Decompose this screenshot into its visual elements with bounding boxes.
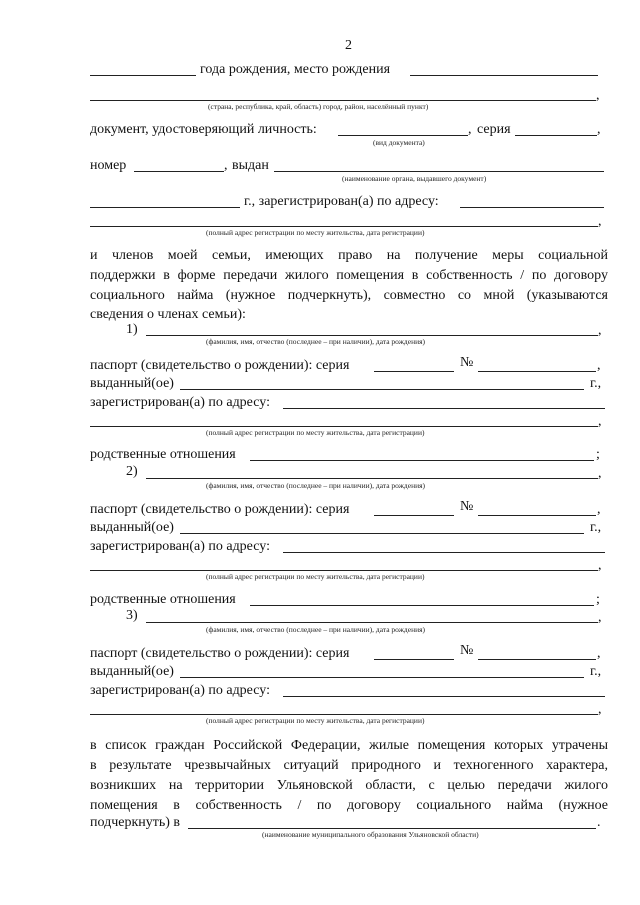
member-3-name-field[interactable] bbox=[146, 622, 598, 623]
comma: , bbox=[598, 610, 602, 625]
member-1-reg-hint: (полный адрес регистрации по месту жительства, дата регистрации) bbox=[206, 428, 425, 437]
member-2-passport-label: паспорт (свидетельство о рождении): серия bbox=[90, 502, 350, 517]
birth-label: года рождения, место рождения bbox=[200, 62, 391, 77]
issue-date-field[interactable] bbox=[90, 207, 240, 208]
list-para-end: подчеркнуть) в bbox=[90, 815, 181, 830]
member-1-hint: (фамилия, имя, отчество (последнее – при наличии), дата рождения) bbox=[206, 337, 426, 346]
issued-label: выдан bbox=[232, 158, 269, 173]
member-1-address-field[interactable] bbox=[283, 408, 605, 409]
family-para-line-1: и членов моей семьи, имеющих право на получение меры социальной bbox=[90, 248, 608, 263]
hint-doc-type: (вид документа) bbox=[373, 138, 425, 147]
member-3-issued-field[interactable] bbox=[180, 677, 584, 678]
semicolon: ; bbox=[596, 592, 600, 607]
comma: , bbox=[598, 702, 602, 717]
list-para-line-4: помещения в собственность / по договору социального найма (нужное bbox=[90, 798, 608, 813]
list-para-line-2: в результате чрезвычайных ситуаций природного и техногенного характера, bbox=[90, 758, 608, 773]
semicolon: ; bbox=[596, 447, 600, 462]
hint-municipality: (наименование муниципального образования Ульяновской области) bbox=[262, 830, 479, 839]
hint-birthplace: (страна, республика, край, область) город, район, населённый пункт) bbox=[208, 102, 429, 111]
year-suffix: г., bbox=[590, 520, 602, 535]
member-2-issued-field[interactable] bbox=[180, 533, 584, 534]
page-number: 2 bbox=[345, 38, 352, 53]
doc-label: документ, удостоверяющий личность: bbox=[90, 122, 317, 137]
member-2-passport-series-field[interactable] bbox=[374, 515, 454, 516]
doc-number-field[interactable] bbox=[134, 171, 224, 172]
comma: , bbox=[598, 214, 602, 229]
member-1-issued-field[interactable] bbox=[180, 389, 584, 390]
comma: , bbox=[597, 502, 601, 517]
member-1-name-field[interactable] bbox=[146, 335, 598, 336]
member-3-passport-label: паспорт (свидетельство о рождении): серия bbox=[90, 646, 350, 661]
member-3-address-field[interactable] bbox=[283, 696, 605, 697]
member-2-relation-label: родственные отношения bbox=[90, 592, 236, 607]
member-2-name-field[interactable] bbox=[146, 478, 598, 479]
member-2-registered-label: зарегистрирован(а) по адресу: bbox=[90, 539, 270, 554]
comma: , bbox=[224, 158, 228, 173]
comma: , bbox=[597, 122, 601, 137]
member-3-issued-label: выданный(ое) bbox=[90, 664, 174, 679]
hint-issuer: (наименование органа, выдавшего документ) bbox=[342, 174, 487, 183]
comma: , bbox=[468, 122, 472, 137]
list-para-line-3: возникших на территории Ульяновской области, с целью передачи жилого bbox=[90, 778, 608, 793]
municipality-field[interactable] bbox=[188, 828, 596, 829]
year-suffix: г., bbox=[590, 376, 602, 391]
member-3-number: 3) bbox=[126, 608, 138, 623]
member-1-passport-series-field[interactable] bbox=[374, 371, 454, 372]
member-3-passport-number-field[interactable] bbox=[478, 659, 596, 660]
member-1-passport-number-field[interactable] bbox=[478, 371, 596, 372]
member-2-reg-hint: (полный адрес регистрации по месту жительства, дата регистрации) bbox=[206, 572, 425, 581]
comma: , bbox=[597, 358, 601, 373]
member-3-passport-series-field[interactable] bbox=[374, 659, 454, 660]
member-1-registered-label: зарегистрирован(а) по адресу: bbox=[90, 395, 270, 410]
number-label: номер bbox=[90, 158, 127, 173]
comma: , bbox=[598, 466, 602, 481]
comma: , bbox=[596, 88, 600, 103]
member-2-hint: (фамилия, имя, отчество (последнее – при наличии), дата рождения) bbox=[206, 481, 426, 490]
reg-address-field[interactable] bbox=[460, 207, 604, 208]
year-suffix: г., bbox=[590, 664, 602, 679]
number-sign: № bbox=[460, 499, 474, 514]
member-2-address-field-2[interactable] bbox=[90, 570, 598, 571]
birthplace-field-2[interactable] bbox=[90, 100, 596, 101]
member-1-number: 1) bbox=[126, 322, 138, 337]
comma: , bbox=[598, 558, 602, 573]
member-2-number: 2) bbox=[126, 464, 138, 479]
member-1-address-field-2[interactable] bbox=[90, 426, 598, 427]
member-3-hint: (фамилия, имя, отчество (последнее – при наличии), дата рождения) bbox=[206, 625, 426, 634]
member-2-relation-field[interactable] bbox=[250, 605, 594, 606]
member-2-address-field[interactable] bbox=[283, 552, 605, 553]
comma: , bbox=[598, 323, 602, 338]
member-1-relation-label: родственные отношения bbox=[90, 447, 236, 462]
member-1-relation-field[interactable] bbox=[250, 460, 594, 461]
reg-label: г., зарегистрирован(а) по адресу: bbox=[244, 194, 439, 209]
doc-type-field[interactable] bbox=[338, 135, 468, 136]
comma: , bbox=[597, 646, 601, 661]
member-1-passport-label: паспорт (свидетельство о рождении): серия bbox=[90, 358, 350, 373]
member-2-passport-number-field[interactable] bbox=[478, 515, 596, 516]
member-3-registered-label: зарегистрирован(а) по адресу: bbox=[90, 683, 270, 698]
birth-year-field[interactable] bbox=[90, 75, 196, 76]
member-2-issued-label: выданный(ое) bbox=[90, 520, 174, 535]
member-3-reg-hint: (полный адрес регистрации по месту жительства, дата регистрации) bbox=[206, 716, 425, 725]
number-sign: № bbox=[460, 355, 474, 370]
number-sign: № bbox=[460, 643, 474, 658]
birthplace-field[interactable] bbox=[410, 75, 598, 76]
list-para-line-1: в список граждан Российской Федерации, жилые помещения которых утрачены bbox=[90, 738, 608, 753]
member-3-address-field-2[interactable] bbox=[90, 714, 598, 715]
reg-address-field-2[interactable] bbox=[90, 226, 598, 227]
family-para-line-2: поддержки в форме передачи жилого помещения в собственность / по договору bbox=[90, 268, 608, 283]
comma: , bbox=[598, 414, 602, 429]
issuer-field[interactable] bbox=[274, 171, 604, 172]
doc-series-field[interactable] bbox=[515, 135, 597, 136]
series-label: серия bbox=[477, 122, 511, 137]
family-para-line-3: социального найма (нужное подчеркнуть), совместно со мной (указываются bbox=[90, 288, 608, 303]
member-1-issued-label: выданный(ое) bbox=[90, 376, 174, 391]
period: . bbox=[597, 815, 601, 830]
family-para-line-4: сведения о членах семьи): bbox=[90, 307, 246, 322]
hint-reg: (полный адрес регистрации по месту жительства, дата регистрации) bbox=[206, 228, 425, 237]
